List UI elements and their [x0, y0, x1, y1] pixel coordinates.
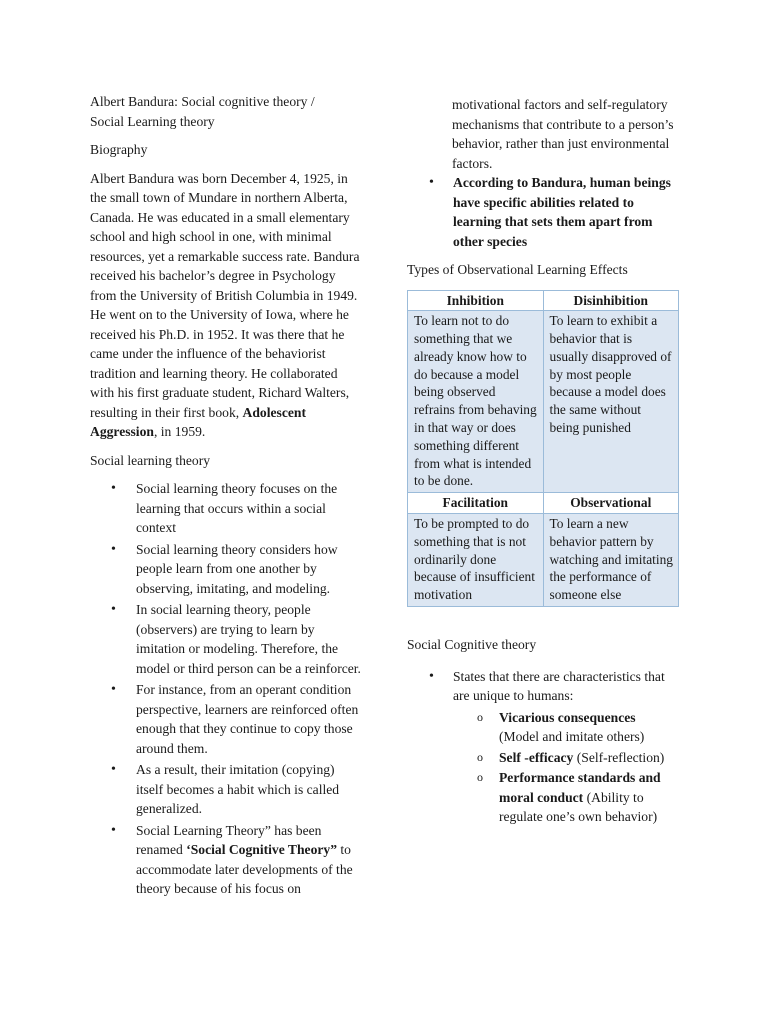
renamed-tail: to accommodate later developments of the theory because of his focus on: [136, 842, 353, 896]
biography-tail: , in 1959.: [153, 424, 206, 439]
sublist-item: [453, 708, 679, 747]
list-item: [407, 173, 679, 251]
table-row: [408, 290, 679, 311]
list-item: • As a result, their imitation (copying) itself becomes a habit which is called generalized.: [90, 760, 365, 819]
table-row: [408, 493, 679, 514]
cell-disinhibition: To learn to exhibit a behavior that is usually disapproved of by most people because a model does the same without being punished: [543, 311, 679, 493]
cell-inhibition: To learn not to do something that we already know how to do because a model being observed refrains from behaving in that way or does something different from what is intended to be done.: [408, 311, 544, 493]
effects-table: [407, 290, 679, 608]
social-cognitive-heading: Social Cognitive theory: [407, 637, 537, 653]
biography-paragraph: [90, 169, 365, 442]
vicarious-text: (Model and imitate others): [499, 729, 645, 745]
sublist-item: [453, 768, 679, 827]
header-inhibition: Inhibition: [408, 290, 544, 311]
renamed-text: Social Learning Theory” has been renamed: [136, 822, 322, 857]
list-item: [407, 667, 679, 827]
book-title: Adolescent Aggression: [90, 404, 306, 439]
renamed-title: ‘Social Cognitive Theory”: [186, 842, 337, 857]
cell-observational: To learn a new behavior pattern by watching and imitating the performance of someone else: [543, 514, 679, 607]
list-item: • In social learning theory, people (observers) are trying to learn by imitation or modeling. Therefore, the model or third person can be a reinforcer.: [90, 600, 365, 678]
social-cognitive-list: [407, 667, 679, 827]
list-item: • Social learning theory considers how people learn from one another by observing, imitating, and modeling.: [90, 540, 365, 599]
header-facilitation: Facilitation: [408, 493, 544, 514]
biography-text: Albert Bandura was born December 4, 1925, in the small town of Mundare in northern Alberta, Canada. He was educated in a small elementary school and high school in one, with minimal resources, yet a remarkable success rate. Bandura received his bachelor’s degree in Psychology from the University of British Columbia in 1949. He went on to the University of Iowa, where he received his Ph.D. in 1952. It was there that he came under the influence of the behaviorist tradition and learning theory. He collaborated with his first graduate student, Richard Walters, resulting in their first book,: [90, 170, 360, 420]
social-learning-heading: Social learning theory: [90, 452, 211, 468]
bold-bullet-text: According to Bandura, human beings have specific abilities related to learning that sets them apart from other species: [453, 175, 671, 249]
characteristics-sublist: [453, 708, 679, 827]
self-efficacy-text: (Self-reflection): [573, 749, 665, 765]
table-heading: Types of Observational Learning Effects: [407, 262, 628, 277]
self-efficacy-label: Self -efficacy: [499, 749, 574, 765]
performance-label: Performance standards and moral conduct: [499, 770, 661, 805]
table-row: [408, 514, 679, 607]
title-line-2: Social Learning theory: [90, 113, 215, 129]
list-item: • Social learning theory focuses on the learning that occurs within a social context: [90, 479, 365, 538]
performance-text: (Ability to regulate one’s own behavior): [499, 789, 658, 825]
biography-heading: Biography: [90, 142, 148, 157]
social-learning-list: [90, 479, 365, 899]
left-column: [90, 92, 365, 901]
right-column: [407, 95, 679, 828]
vicarious-label: Vicarious consequences: [499, 709, 636, 725]
sublist-item: [453, 748, 679, 768]
document-title: [90, 92, 365, 131]
bold-bullet-list: [407, 173, 679, 251]
table-row: [408, 311, 679, 493]
characteristics-text: States that there are characteristics that are unique to humans:: [453, 668, 665, 704]
title-line-1: Albert Bandura: Social cognitive theory /: [90, 94, 315, 109]
header-disinhibition: Disinhibition: [543, 290, 679, 311]
header-observational: Observational: [543, 493, 679, 514]
cell-facilitation: To be prompted to do something that is not ordinarily done because of insufficient motivation: [408, 514, 544, 607]
list-item: • For instance, from an operant condition perspective, learners are reinforced often enough that they continue to copy those around them.: [90, 680, 365, 758]
continued-text: motivational factors and self-regulatory mechanisms that contribute to a person’s behavior, rather than just environmental factors.: [452, 97, 674, 171]
list-item: [90, 821, 365, 899]
